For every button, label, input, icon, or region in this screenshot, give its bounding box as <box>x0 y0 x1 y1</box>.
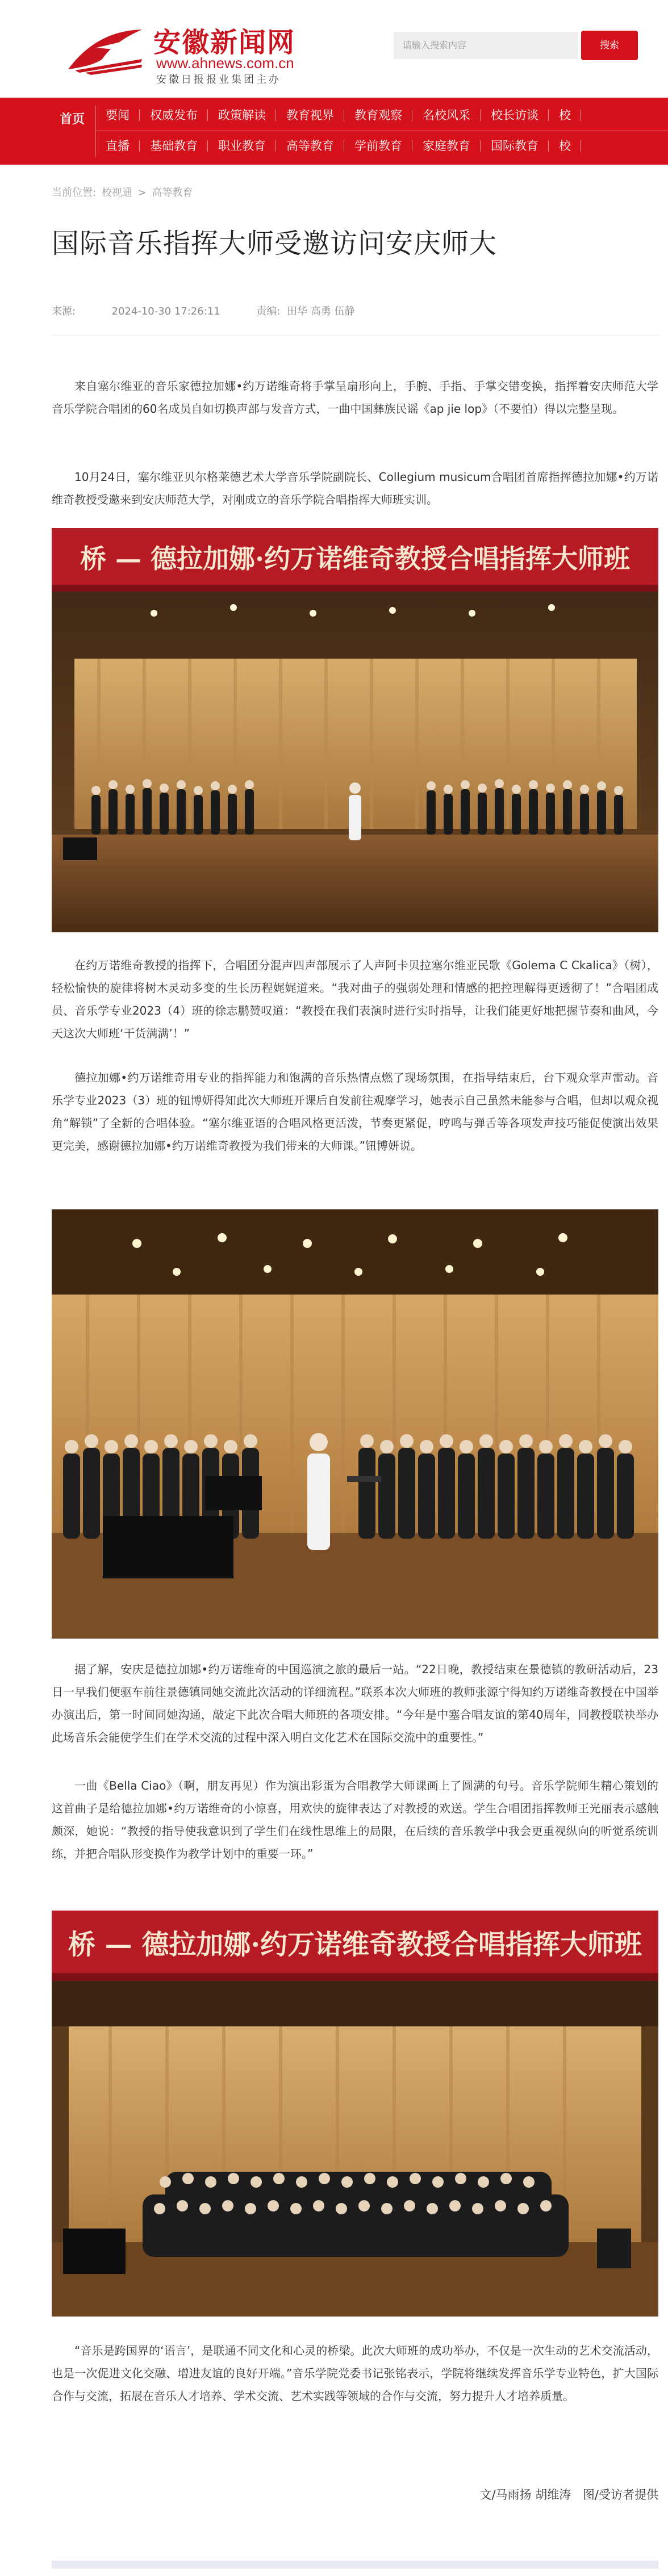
nav-item[interactable]: 校 <box>549 132 581 160</box>
nav-row-1 <box>95 101 668 129</box>
nav-item[interactable]: 直播 <box>95 132 140 160</box>
article-paragraph: 来自塞尔维亚的音乐家德拉加娜•约万诺维奇将手掌呈扇形向上，手腕、手指、手掌交错变换，指挥着安庆师范大学音乐学院合唱团的60名成员自如切换声部与发音方式，一曲中国彝族民谣《ap jie lop》（不要怕）得以完整呈现。 <box>52 379 658 416</box>
author-credit: 文/马雨扬 胡维涛 <box>479 2488 571 2502</box>
article-paragraph: 一曲《Bella Ciao》（啊，朋友再见）作为演出彩蛋为合唱教学大师课画上了圆满的句号。音乐学院师生精心策划的这首曲子是给德拉加娜•约万诺维奇的小惊喜，用欢快的旋律表达了对教授的欢送。学生合唱团指挥教师王光丽表示感触颇深，她说：“教授的指导使我意识到了学生们在线性思维上的局限，在后续的音乐教学中我会更重视纵向的听觉系统训练，并把合唱队形变换作为教学计划中的重要一环。” <box>52 1779 658 1861</box>
site-logo[interactable] <box>62 20 318 86</box>
main-nav <box>0 98 668 165</box>
nav-item[interactable]: 政策解读 <box>208 101 276 129</box>
photo-credit: 图/受访者提供 <box>582 2488 658 2502</box>
banner-text: 桥 — 德拉加娜·约万诺维奇教授合唱指挥大师班 <box>68 1929 642 1961</box>
article-meta <box>52 303 358 318</box>
source-label: 来源: <box>52 305 76 317</box>
article-title: 国际音乐指挥大师受邀访问安庆师大 <box>52 228 498 259</box>
publish-date: 2024-10-30 17:26:11 <box>111 305 220 317</box>
nav-item[interactable]: 高等教育 <box>276 132 344 160</box>
article-credit <box>471 2486 658 2503</box>
nav-item[interactable]: 教育视界 <box>276 101 344 129</box>
nav-item[interactable]: 国际教育 <box>481 132 549 160</box>
site-header <box>0 0 668 97</box>
search-input[interactable]: 请输入搜索内容 <box>394 32 578 59</box>
logo-subtitle: 安徽日报报业集团主办 <box>156 74 281 86</box>
article-paragraph: “音乐是跨国界的‘语言’，是联通不同文化和心灵的桥梁。此次大师班的成功举办，不仅是一次生动的艺术交流活动，也是一次促进文化交融、增进友谊的良好开端。”音乐学院党委书记张铭表示，学院将继续发挥音乐学专业特色，扩大国际合作与交流，拓展在音乐人才培养、学术交流、艺术实践等领域的合作与交流，努力提升人才培养质量。 <box>52 2344 658 2403</box>
nav-item[interactable]: 名校风采 <box>412 101 481 129</box>
logo-url: www.ahnews.com.cn <box>156 55 294 72</box>
editor-label: 责编: <box>256 305 281 317</box>
footer-bar <box>52 2561 658 2569</box>
nav-item[interactable]: 校长访谈 <box>481 101 549 129</box>
breadcrumb <box>52 185 195 199</box>
article-photo <box>52 1911 658 2317</box>
article-photo <box>52 528 658 932</box>
search-button[interactable]: 搜索 <box>581 31 638 60</box>
article-paragraph: 在约万诺维奇教授的指挥下，合唱团分混声四声部展示了人声阿卡贝拉塞尔维亚民歌《Golema C Ckalica》（树），轻松愉快的旋律将树木灵动多变的生长历程娓娓道来。“我对曲子的强弱处理和情感的把控理解得更透彻了！”合唱团成员、音乐学专业2023（4）班的徐志鹏赞叹道：“教授在我们表演时进行实时指导，让我们能更好地把握节奏和曲风，今天这次大师班‘干货满满’！” <box>52 958 658 1040</box>
breadcrumb-separator: > <box>137 187 147 199</box>
breadcrumb-link[interactable]: 高等教育 <box>152 187 193 199</box>
logo-chinese-name: 安徽新闻网 <box>153 27 296 58</box>
nav-home[interactable]: 首页 <box>59 112 85 127</box>
editor-names: 田华 高勇 伍静 <box>287 305 355 317</box>
nav-item[interactable]: 权威发布 <box>140 101 208 129</box>
nav-row-2 <box>95 132 668 160</box>
nav-item[interactable]: 教育观察 <box>344 101 412 129</box>
logo-mark-icon <box>62 25 148 76</box>
nav-item[interactable]: 要闻 <box>95 101 140 129</box>
article-paragraph: 10月24日，塞尔维亚贝尔格莱德艺术大学音乐学院副院长、Collegium musicum合唱团首席指挥德拉加娜•约万诺维奇教授受邀来到安庆师范大学，对刚成立的音乐学院合唱指挥大师班实训。 <box>52 470 658 506</box>
article-paragraph: 据了解，安庆是德拉加娜•约万诺维奇的中国巡演之旅的最后一站。“22日晚，教授结束在景德镇的教研活动后，23日一早我们便驱车前往景德镇同她交流此次活动的详细流程。”联系本次大师班的教师张源宁得知约万诺维奇教授在中国举办演出后，第一时间同她沟通，敲定下此次合唱大师班的各项安排。“今年是中塞合唱友谊的第40周年，同教授联袂举办此场音乐会能使学生们在学术交流的过程中深入明白文化艺术在国际交流中的重要性。” <box>52 1662 658 1744</box>
nav-item[interactable]: 家庭教育 <box>412 132 481 160</box>
article-photo <box>52 1209 658 1639</box>
nav-item[interactable]: 学前教育 <box>344 132 412 160</box>
divider <box>52 335 659 336</box>
article-paragraph: 德拉加娜•约万诺维奇用专业的指挥能力和饱满的音乐热情点燃了现场氛围，在指导结束后，台下观众掌声雷动。音乐学专业2023（3）班的钮博妍得知此次大师班开课后自发前往观摩学习，她表示自己虽然未能参与合唱，但却以观众视角“解锁”了全新的合唱体验。“塞尔维亚语的合唱风格更活泼，节奏更紧促，哼鸣与弹舌等各项发声技巧能促使演出效果更完美，感谢德拉加娜•约万诺维奇教授为我们带来的大师课。”钮博妍说。 <box>52 1071 658 1153</box>
banner-text: 桥 — 德拉加娜·约万诺维奇教授合唱指挥大师班 <box>80 543 631 574</box>
nav-item[interactable]: 基础教育 <box>140 132 208 160</box>
nav-item[interactable]: 职业教育 <box>208 132 276 160</box>
breadcrumb-label: 当前位置: <box>52 187 97 199</box>
nav-item[interactable]: 校 <box>549 101 581 129</box>
breadcrumb-link[interactable]: 校视通 <box>101 187 132 199</box>
